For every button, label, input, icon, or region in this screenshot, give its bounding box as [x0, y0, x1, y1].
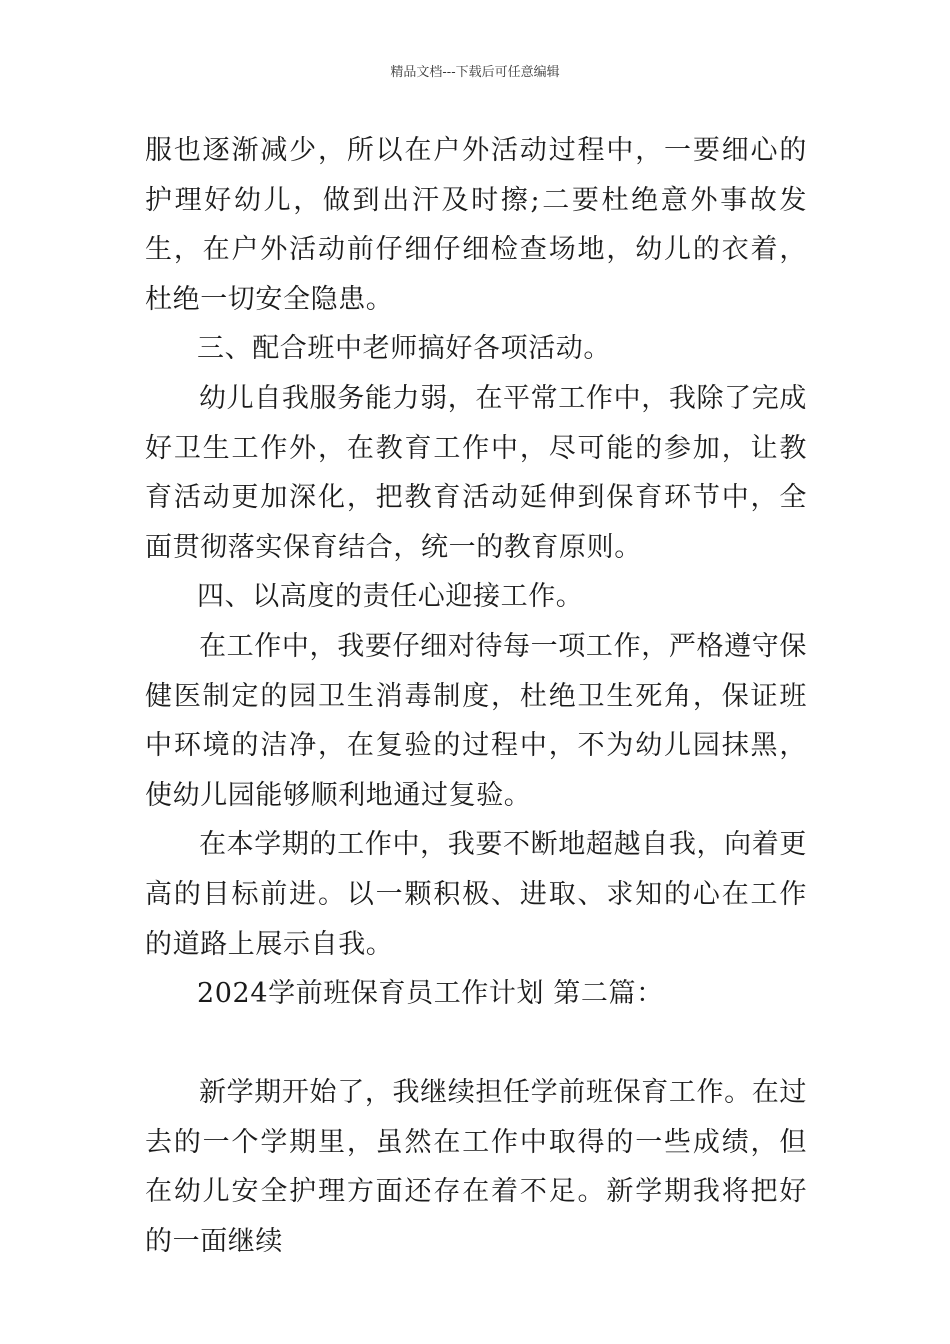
section-heading-3: 三、配合班中老师搞好各项活动。: [197, 333, 611, 365]
paragraph: 幼儿自我服务能力弱，在平常工作中，我除了完成好卫生工作外，在教育工作中，尽可能的参加，让教育活动更加深化，把教育活动延伸到保育环节中，全面贯彻落实保育结合，统一的教育原则。: [145, 382, 807, 563]
paragraph: 在本学期的工作中，我要不断地超越自我，向着更高的目标前进。以一颗积极、进取、求知的心在工作的道路上展示自我。: [145, 829, 807, 960]
paragraph: 新学期开始了，我继续担任学前班保育工作。在过去的一个学期里，虽然在工作中取得的一些成绩，但在幼儿安全护理方面还存在着不足。新学期我将把好的一面继续: [145, 1077, 807, 1258]
paragraph: 服也逐渐减少，所以在户外活动过程中，一要细心的护理好幼儿，做到出汗及时擦;二要杜绝意外事故发生，在户外活动前仔细仔细检查场地，幼儿的衣着，杜绝一切安全隐患。: [145, 135, 807, 315]
paragraph: 在工作中，我要仔细对待每一项工作，严格遵守保健医制定的园卫生消毒制度，杜绝卫生死角，保证班中环境的洁净，在复验的过程中，不为幼儿园抹黑，使幼儿园能够顺利地通过复验。: [145, 630, 807, 811]
section-heading-4: 四、以高度的责任心迎接工作。: [197, 581, 584, 613]
document-body: [145, 126, 807, 1267]
blank-line: [145, 1019, 807, 1069]
part-two-title: 2024学前班保育员工作计划 第二篇：: [197, 978, 664, 1010]
page-header: 精品文档---下载后可任意编辑: [390, 65, 560, 80]
